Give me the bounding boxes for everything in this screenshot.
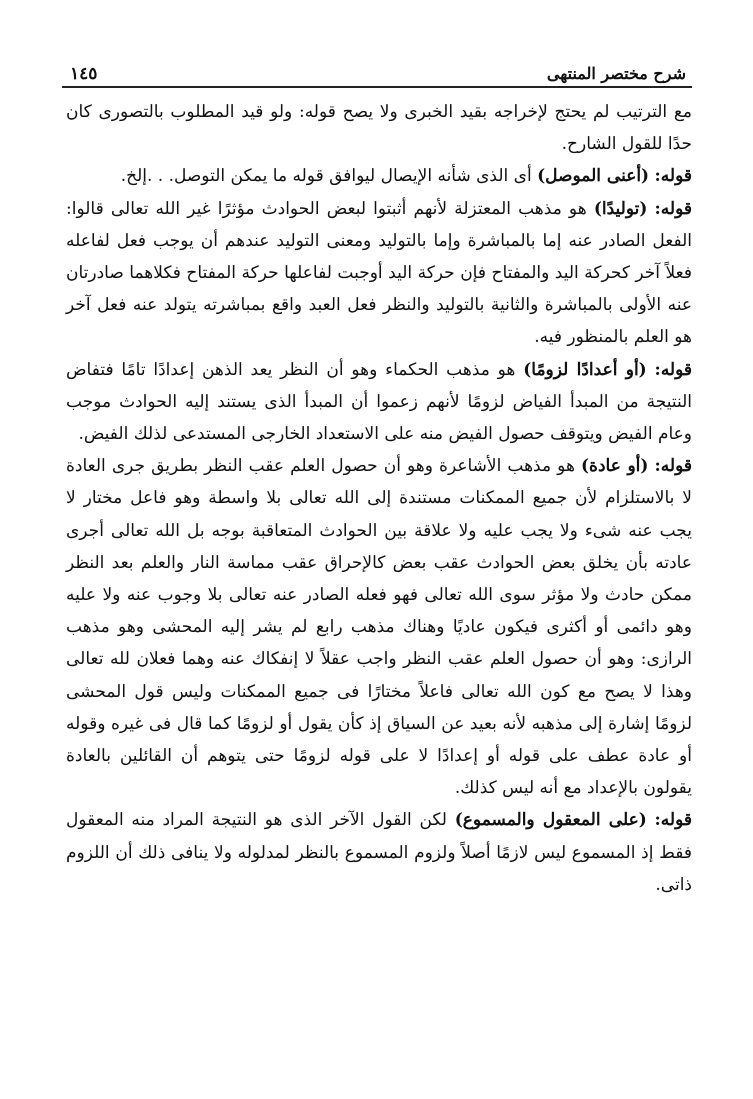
paragraph-text: أى الذى شأنه الإيصال ليوافق قوله ما يمكن التوصل. . .إلخ.	[120, 166, 532, 187]
header-rule	[62, 86, 692, 88]
paragraph-comment	[66, 354, 692, 451]
paragraph-text: لكن القول الآخر الذى هو النتيجة المراد منه المعقول فقط إذ المسموع ليس لازمًا أصلاً ولزوم المسموع بالنظر لمدلوله ولا ينافى ذلك أن اللزوم ذاتى.	[66, 810, 692, 895]
quoted-phrase: (على المعقول والمسموع)	[454, 810, 647, 831]
paragraph-lead: قوله:	[654, 810, 692, 831]
paragraph-continuation	[66, 96, 692, 160]
paragraph-lead: قوله:	[654, 198, 693, 219]
paragraph-comment	[66, 193, 692, 354]
commentary-body	[66, 96, 692, 901]
paragraph-lead: قوله:	[654, 359, 693, 380]
paragraph-text: مع الترتيب لم يحتج لإخراجه بقيد الخبرى ولا يصح قوله: ولو قيد المطلوب بالتصورى كان حدًا للقول الشارح.	[66, 102, 692, 155]
quoted-phrase: (أعنى الموصل)	[537, 166, 650, 187]
page-number: ١٤٥	[70, 64, 98, 84]
paragraph-comment	[66, 804, 692, 901]
paragraph-lead: قوله:	[654, 166, 692, 187]
paragraph-text: هو مذهب الأشاعرة وهو أن حصول العلم عقب النظر بطريق جرى العادة لا بالاستلزام لأن جميع الممكنات مستندة إلى الله تعالى بلا واسطة وهو فاعل مختار لا يجب عنه شىء ولا يجب عليه ولا علاقة بين الحوادث المتعاقبة بوجه بل الله تعالى أجرى عادته بأن يخلق بعض الحوادث عقب بعض كالإحراق عقب مماسة النار والعلم بعد النظر ممكن حادث ولا مؤثر سوى الله تعالى فهو فعله الصادر عنه تعالى بلا وجوب عنه ولا عليه وهو دائمى أو أكثرى فيكون عاديًا وهناك مذهب رابع لم يشر إليه المحشى وهو مذهب الرازى: وهو أن حصول العلم عقب النظر واجب عقلاً لا إنفكاك عنه وهما فعلان لله تعالى وهذا لا يصح مع كون الله تعالى فاعلاً مختارًا فى جميع الممكنات وليس قول المحشى لزومًا إشارة إلى مذهبه لأنه بعيد عن السياق إذ كأن يقول أو لزومًا كما قال فى غيره وقوله أو عادة عطف على قوله أو إعدادًا لا على قوله لزومًا حتى يتوهم أن القائلين بالعادة يقولون بالإعداد مع أنه ليس كذلك.	[66, 456, 692, 799]
paragraph-text: هو مذهب الحكماء وهو أن النظر يعد الذهن إعدادًا تامًا فتفاض النتيجة من المبدأ الفياض لزومًا لأنهم زعموا أن المبدأ الذى يستند إليه الحوادث موجب وعام الفيض ويتوقف حصول الفيض منه على الاستعداد الخارجى المستدعى لذلك الفيض.	[66, 359, 692, 445]
page-header	[62, 58, 692, 88]
paragraph-text: هو مذهب المعتزلة لأنهم أثبتوا لبعض الحوادث مؤثرًا غير الله تعالى قالوا: الفعل الصادر عنه إما بالمباشرة وإما بالتوليد ومعنى التوليد عندهم أن يوجب فعل لفاعله فعلاً آخر كحركة اليد والمفتاح فإن حركة اليد أوجبت لفاعلها حركة المفتاح فكلاهما صادرتان عنه الأولى بالمباشرة والثانية بالتوليد والنظر فعل العبد واقع بمباشرته يتولد عنه فعل آخر هو العلم بالمنظور فيه.	[66, 198, 692, 348]
paragraph-lead: قوله:	[654, 456, 693, 477]
paragraph-comment	[66, 450, 692, 804]
quoted-phrase: (توليدًا)	[593, 198, 648, 219]
paragraph-comment	[66, 160, 692, 192]
running-title: شرح مختصر المنتهى	[546, 64, 686, 83]
quoted-phrase: (أو عادة)	[581, 456, 649, 477]
quoted-phrase: (أو أعدادًا لزومًا)	[523, 359, 647, 380]
